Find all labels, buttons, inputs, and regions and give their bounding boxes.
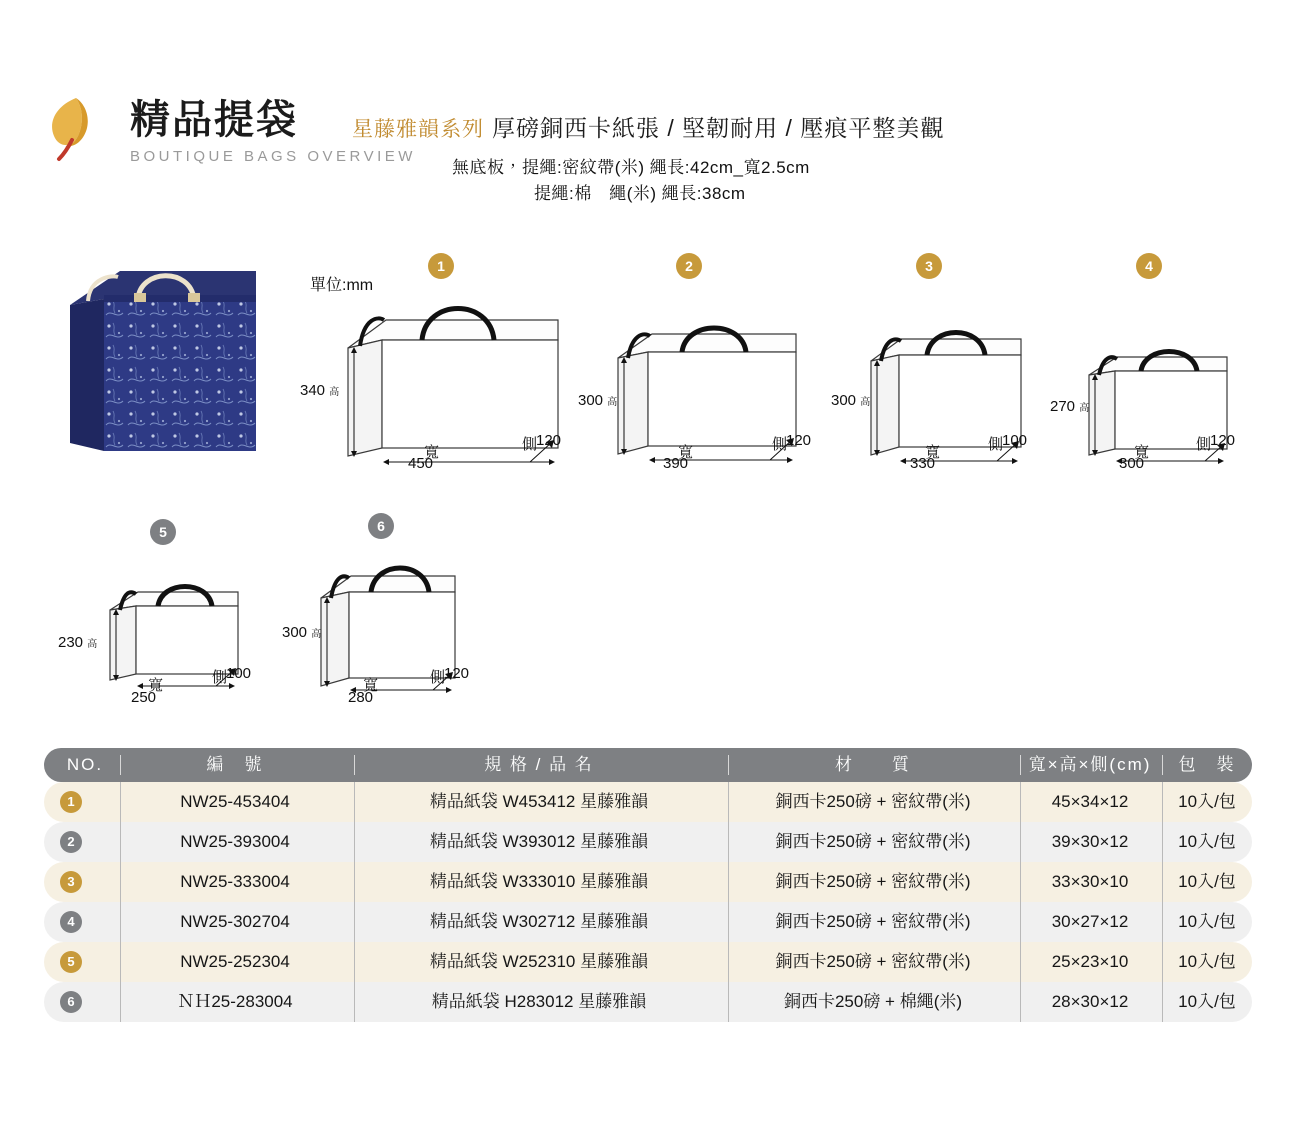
diagram-6-width: 280	[348, 689, 374, 706]
row-name: 精品紙袋 W393012 星藤雅韻	[429, 832, 649, 851]
diagram-1-height	[300, 382, 339, 399]
spec-note-line-2: 提繩:棉 繩(米) 繩長:38cm	[534, 184, 746, 204]
row-name: 精品紙袋 W333010 星藤雅韻	[429, 872, 649, 891]
diagram-bag-5	[96, 580, 276, 715]
row-size: 25×23×10	[1051, 952, 1129, 971]
diagram-3-width-label: 寬	[925, 444, 941, 461]
diagram-2-height-value: 300	[578, 392, 604, 409]
row-code: NW25-453404	[180, 792, 290, 811]
row-size: 28×30×12	[1051, 992, 1129, 1011]
series-headline	[352, 110, 944, 143]
diagram-3-height-unit: 高	[860, 397, 871, 408]
diagram-4-height-unit: 高	[1079, 403, 1090, 414]
spec-notes	[452, 155, 810, 208]
row-name: 精品紙袋 H283012 星藤雅韻	[431, 992, 647, 1011]
diagram-badge-1: 1	[428, 253, 454, 279]
diagram-bag-1	[330, 290, 580, 485]
row-name: 精品紙袋 W302712 星藤雅韻	[429, 912, 649, 931]
diagram-bag-2	[600, 320, 820, 485]
row-material: 銅西卡250磅 + 密紋帶(米)	[775, 952, 971, 971]
diagram-badge-4: 4	[1136, 253, 1162, 279]
diagram-5-side-label: 側	[212, 669, 228, 686]
row-name: 精品紙袋 W252310 星藤雅韻	[429, 952, 649, 971]
row-material: 銅西卡250磅 + 棉繩(米)	[783, 992, 963, 1011]
diagram-2-width-label: 寬	[678, 444, 694, 461]
diagram-badge-3: 3	[916, 253, 942, 279]
diagram-1-side-label: 側	[522, 436, 538, 453]
diagram-4-side-label: 側	[1196, 436, 1212, 453]
diagram-5-height-value: 230	[58, 634, 84, 651]
diagram-2-side: 120	[786, 432, 812, 449]
diagram-5-height	[58, 634, 97, 651]
series-name: 星藤雅韻系列	[352, 118, 484, 141]
diagram-bag-4	[1075, 345, 1255, 485]
diagram-5-side: 100	[226, 665, 252, 682]
diagram-5-width-label: 寬	[148, 677, 164, 694]
table-header-row	[44, 748, 1252, 782]
diagram-6-width-label: 寬	[363, 677, 379, 694]
leaf-logo-icon	[42, 92, 112, 164]
spec-table	[44, 748, 1252, 1022]
diagram-6-height	[282, 624, 321, 641]
diagram-2-width: 390	[663, 455, 689, 472]
table-row[interactable]	[44, 782, 1252, 822]
diagram-bag-3	[855, 325, 1045, 485]
row-material: 銅西卡250磅 + 密紋帶(米)	[775, 832, 971, 851]
diagram-3-height-value: 300	[831, 392, 857, 409]
diagram-2-height	[578, 392, 617, 409]
row-number-badge: 6	[60, 991, 82, 1013]
row-size: 33×30×10	[1051, 872, 1129, 891]
row-pack: 10入/包	[1178, 872, 1236, 891]
row-code: NW25-333004	[180, 872, 290, 891]
diagram-bag-6	[305, 556, 495, 711]
row-number-badge: 3	[60, 871, 82, 893]
column-header-size: 寬×高×側(cm)	[1028, 755, 1152, 774]
row-pack: 10入/包	[1178, 792, 1236, 811]
row-code: NW25-393004	[180, 832, 290, 851]
page-title: 精品提袋	[130, 98, 298, 142]
diagram-5-width: 250	[131, 689, 157, 706]
diagram-5-height-unit: 高	[87, 639, 98, 650]
row-number-badge: 2	[60, 831, 82, 853]
diagram-6-height-unit: 高	[311, 629, 322, 640]
column-header-no: NO.	[66, 755, 104, 774]
spec-note-line-1: 無底板，提繩:密紋帶(米) 繩長:42cm_寬2.5cm	[452, 158, 810, 177]
diagram-4-width: 300	[1119, 455, 1145, 472]
diagram-2-height-unit: 高	[607, 397, 618, 408]
diagram-1-height-value: 340	[300, 382, 326, 399]
row-pack: 10入/包	[1178, 992, 1236, 1011]
diagram-3-height	[831, 392, 870, 409]
row-code: ＮＨ25-283004	[177, 992, 293, 1011]
diagram-4-width-label: 寬	[1134, 444, 1150, 461]
diagram-1-width: 450	[408, 455, 434, 472]
unit-label: 單位:mm	[310, 277, 374, 294]
diagram-1-side: 120	[536, 432, 562, 449]
column-header-code: 編 號	[206, 755, 264, 774]
row-material: 銅西卡250磅 + 密紋帶(米)	[775, 792, 971, 811]
row-pack: 10入/包	[1178, 952, 1236, 971]
row-size: 39×30×12	[1051, 832, 1129, 851]
diagram-3-width: 330	[910, 455, 936, 472]
product-photo	[60, 255, 260, 467]
diagram-badge-2: 2	[676, 253, 702, 279]
diagram-3-side-label: 側	[988, 436, 1004, 453]
diagram-badge-6: 6	[368, 513, 394, 539]
column-header-pack: 包 裝	[1178, 755, 1236, 774]
page-header	[0, 0, 1296, 230]
diagram-4-height-value: 270	[1050, 398, 1076, 415]
diagram-1-height-unit: 高	[329, 387, 340, 398]
row-pack: 10入/包	[1178, 912, 1236, 931]
diagram-2-side-label: 側	[772, 436, 788, 453]
table-row[interactable]	[44, 822, 1252, 862]
diagram-4-height	[1050, 398, 1089, 415]
table-row[interactable]	[44, 982, 1252, 1022]
series-features: 厚磅銅西卡紙張 / 堅韌耐用 / 壓痕平整美觀	[492, 115, 945, 141]
diagram-6-height-value: 300	[282, 624, 308, 641]
diagram-6-side-label: 側	[430, 669, 446, 686]
diagram-1-width-label: 寬	[424, 444, 440, 461]
row-material: 銅西卡250磅 + 密紋帶(米)	[775, 912, 971, 931]
row-size: 45×34×12	[1051, 792, 1129, 811]
column-header-material: 材 質	[835, 755, 911, 774]
row-code: NW25-252304	[180, 952, 290, 971]
table-row[interactable]	[44, 942, 1252, 982]
diagram-4-side: 120	[1210, 432, 1236, 449]
diagram-badge-5: 5	[150, 519, 176, 545]
column-header-name: 規 格 / 品 名	[484, 755, 594, 774]
row-pack: 10入/包	[1178, 832, 1236, 851]
row-number-badge: 4	[60, 911, 82, 933]
row-number-badge: 1	[60, 791, 82, 813]
table-row[interactable]	[44, 902, 1252, 942]
row-number-badge: 5	[60, 951, 82, 973]
diagram-6-side: 120	[444, 665, 470, 682]
diagram-3-side: 100	[1002, 432, 1028, 449]
row-code: NW25-302704	[180, 912, 290, 931]
row-size: 30×27×12	[1051, 912, 1129, 931]
page-title-en: BOUTIQUE BAGS OVERVIEW	[130, 148, 416, 165]
row-material: 銅西卡250磅 + 密紋帶(米)	[775, 872, 971, 891]
table-row[interactable]	[44, 862, 1252, 902]
row-name: 精品紙袋 W453412 星藤雅韻	[429, 792, 649, 811]
